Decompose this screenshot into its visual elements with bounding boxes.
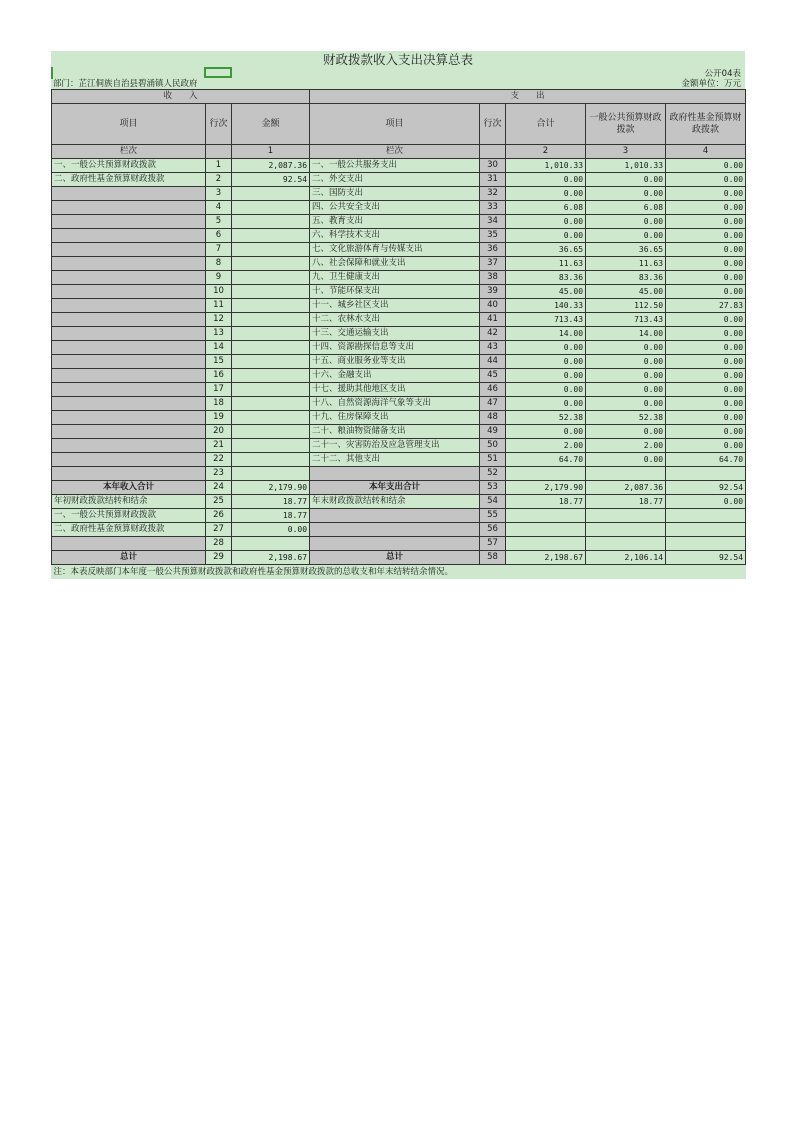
expense-item[interactable]: 二十二、其他支出: [310, 453, 480, 467]
income-item[interactable]: 本年收入合计: [52, 481, 206, 495]
expense-general[interactable]: 45.00: [586, 285, 666, 299]
table-row: [52, 243, 746, 257]
expense-item[interactable]: [310, 537, 480, 551]
table-row: [52, 411, 746, 425]
expense-fund[interactable]: 0.00: [666, 285, 746, 299]
expense-row-no[interactable]: 46: [480, 383, 506, 397]
expense-general[interactable]: 0.00: [586, 425, 666, 439]
income-item[interactable]: [52, 411, 206, 425]
meta-row: [51, 79, 745, 89]
expense-total[interactable]: 0.00: [506, 425, 586, 439]
expense-general[interactable]: 1,010.33: [586, 159, 666, 173]
income-row-no[interactable]: 19: [206, 411, 232, 425]
expense-total[interactable]: 140.33: [506, 299, 586, 313]
income-item[interactable]: [52, 201, 206, 215]
income-row-no[interactable]: 7: [206, 243, 232, 257]
income-amount[interactable]: 18.77: [232, 495, 310, 509]
expense-total[interactable]: 2.00: [506, 439, 586, 453]
income-row-no[interactable]: 8: [206, 257, 232, 271]
expense-general[interactable]: 0.00: [586, 341, 666, 355]
expense-row-no[interactable]: 56: [480, 523, 506, 537]
col-num-3: 3: [586, 145, 666, 159]
column-number-row: [52, 145, 746, 159]
expense-row-no[interactable]: 54: [480, 495, 506, 509]
income-row-no[interactable]: 16: [206, 369, 232, 383]
title-row: [51, 51, 745, 69]
income-amount[interactable]: 18.77: [232, 509, 310, 523]
expense-general[interactable]: 0.00: [586, 173, 666, 187]
page-title: 财政拨款收入支出决算总表: [322, 52, 473, 67]
income-row-no[interactable]: 28: [206, 537, 232, 551]
expense-total[interactable]: 36.65: [506, 243, 586, 257]
income-row-no[interactable]: 27: [206, 523, 232, 537]
income-item[interactable]: [52, 313, 206, 327]
income-row-no[interactable]: 22: [206, 453, 232, 467]
income-amount[interactable]: [232, 299, 310, 313]
header-amount: 金额: [232, 104, 310, 145]
expense-item[interactable]: 三、国防支出: [310, 187, 480, 201]
income-row-no[interactable]: 4: [206, 201, 232, 215]
table-row: [52, 551, 746, 565]
income-item[interactable]: [52, 257, 206, 271]
income-amount[interactable]: [232, 341, 310, 355]
income-amount[interactable]: 2,087.36: [232, 159, 310, 173]
income-amount[interactable]: [232, 187, 310, 201]
expense-row-no[interactable]: 41: [480, 313, 506, 327]
income-section-header: 收 入: [52, 90, 310, 104]
table-row: [52, 509, 746, 523]
expense-total[interactable]: [506, 523, 586, 537]
expense-row-no[interactable]: 53: [480, 481, 506, 495]
expense-general[interactable]: 36.65: [586, 243, 666, 257]
income-row-no[interactable]: 6: [206, 229, 232, 243]
table-row: [52, 355, 746, 369]
expense-fund[interactable]: 0.00: [666, 159, 746, 173]
expense-row-no[interactable]: 45: [480, 369, 506, 383]
expense-row-no[interactable]: 39: [480, 285, 506, 299]
expense-item[interactable]: 二、外交支出: [310, 173, 480, 187]
income-amount[interactable]: [232, 201, 310, 215]
expense-item[interactable]: 六、科学技术支出: [310, 229, 480, 243]
table-row: [52, 523, 746, 537]
form-code: 公开04表: [704, 69, 741, 79]
income-row-no[interactable]: 29: [206, 551, 232, 565]
income-amount[interactable]: 0.00: [232, 523, 310, 537]
unit-label: 金额单位：万元: [681, 79, 741, 89]
table-row: [52, 187, 746, 201]
income-amount[interactable]: [232, 229, 310, 243]
table-row: [52, 327, 746, 341]
table-row: [52, 467, 746, 481]
expense-item[interactable]: 总计: [310, 551, 480, 565]
expense-fund[interactable]: 0.00: [666, 495, 746, 509]
header-total: 合计: [506, 104, 586, 145]
income-amount[interactable]: [232, 215, 310, 229]
income-row-no[interactable]: 20: [206, 425, 232, 439]
income-row-no[interactable]: 14: [206, 341, 232, 355]
department-label: 部门：芷江侗族自治县碧涌镇人民政府: [53, 79, 198, 89]
income-amount[interactable]: [232, 537, 310, 551]
expense-general[interactable]: 0.00: [586, 187, 666, 201]
table-row: [52, 299, 746, 313]
expense-total[interactable]: 0.00: [506, 397, 586, 411]
expense-item[interactable]: 一、一般公共服务支出: [310, 159, 480, 173]
income-row-no[interactable]: 12: [206, 313, 232, 327]
expense-item[interactable]: 二十、粮油物资储备支出: [310, 425, 480, 439]
expense-general[interactable]: 0.00: [586, 355, 666, 369]
expense-fund[interactable]: 0.00: [666, 187, 746, 201]
expense-fund[interactable]: 0.00: [666, 425, 746, 439]
income-amount[interactable]: [232, 313, 310, 327]
income-amount[interactable]: [232, 397, 310, 411]
expense-total[interactable]: 1,010.33: [506, 159, 586, 173]
expense-row-no[interactable]: 40: [480, 299, 506, 313]
spreadsheet-sheet: [51, 51, 745, 579]
expense-total[interactable]: 713.43: [506, 313, 586, 327]
income-item[interactable]: [52, 453, 206, 467]
expense-general[interactable]: 0.00: [586, 397, 666, 411]
table-row: [52, 439, 746, 453]
expense-general[interactable]: 14.00: [586, 327, 666, 341]
expense-row-no[interactable]: 34: [480, 215, 506, 229]
expense-item[interactable]: 五、教育支出: [310, 215, 480, 229]
expense-row-no[interactable]: 42: [480, 327, 506, 341]
expense-row-no[interactable]: 37: [480, 257, 506, 271]
expense-fund[interactable]: 0.00: [666, 411, 746, 425]
expense-total[interactable]: 0.00: [506, 187, 586, 201]
income-row-no[interactable]: 15: [206, 355, 232, 369]
income-amount[interactable]: 2,179.90: [232, 481, 310, 495]
expense-fund[interactable]: 0.00: [666, 439, 746, 453]
header-row-no: 行次: [206, 104, 232, 145]
income-item[interactable]: [52, 383, 206, 397]
table-row: [52, 481, 746, 495]
col-label-2: 栏次: [310, 145, 480, 159]
expense-fund[interactable]: 0.00: [666, 355, 746, 369]
expense-fund[interactable]: 27.83: [666, 299, 746, 313]
expense-total[interactable]: 14.00: [506, 327, 586, 341]
expense-section-header: 支 出: [310, 90, 746, 104]
table-row: [52, 271, 746, 285]
expense-total[interactable]: 0.00: [506, 215, 586, 229]
expense-row-no[interactable]: 32: [480, 187, 506, 201]
expense-general[interactable]: [586, 467, 666, 481]
table-row: [52, 341, 746, 355]
income-row-no[interactable]: 13: [206, 327, 232, 341]
expense-general[interactable]: 0.00: [586, 215, 666, 229]
expense-row-no[interactable]: 57: [480, 537, 506, 551]
table-row: [52, 229, 746, 243]
expense-fund[interactable]: 0.00: [666, 341, 746, 355]
column-header-row: [52, 104, 746, 145]
expense-item[interactable]: 十六、金融支出: [310, 369, 480, 383]
income-item[interactable]: 年初财政拨款结转和结余: [52, 495, 206, 509]
expense-general[interactable]: 713.43: [586, 313, 666, 327]
table-row: [52, 285, 746, 299]
note-row: [52, 565, 746, 580]
expense-fund[interactable]: 0.00: [666, 369, 746, 383]
income-row-no[interactable]: 23: [206, 467, 232, 481]
expense-item[interactable]: 十八、自然资源海洋气象等支出: [310, 397, 480, 411]
table-row: [52, 453, 746, 467]
expense-row-no[interactable]: 55: [480, 509, 506, 523]
table-row: [52, 425, 746, 439]
expense-general[interactable]: 6.08: [586, 201, 666, 215]
expense-item[interactable]: 十七、援助其他地区支出: [310, 383, 480, 397]
income-item[interactable]: 总计: [52, 551, 206, 565]
expense-fund[interactable]: 0.00: [666, 229, 746, 243]
expense-item[interactable]: 十二、农林水支出: [310, 313, 480, 327]
expense-total[interactable]: 64.70: [506, 453, 586, 467]
section-row: [52, 90, 746, 104]
expense-general[interactable]: 52.38: [586, 411, 666, 425]
expense-row-no[interactable]: 43: [480, 341, 506, 355]
expense-total[interactable]: [506, 509, 586, 523]
expense-fund[interactable]: [666, 509, 746, 523]
expense-general[interactable]: 83.36: [586, 271, 666, 285]
expense-row-no[interactable]: 30: [480, 159, 506, 173]
income-item[interactable]: [52, 467, 206, 481]
expense-total[interactable]: 83.36: [506, 271, 586, 285]
income-item[interactable]: 一、一般公共预算财政拨款: [52, 159, 206, 173]
expense-general[interactable]: 2,087.36: [586, 481, 666, 495]
expense-general[interactable]: 0.00: [586, 453, 666, 467]
expense-item[interactable]: 四、公共安全支出: [310, 201, 480, 215]
expense-total[interactable]: 18.77: [506, 495, 586, 509]
income-item[interactable]: 二、政府性基金预算财政拨款: [52, 173, 206, 187]
expense-total[interactable]: [506, 537, 586, 551]
expense-row-no[interactable]: 36: [480, 243, 506, 257]
table-row: [52, 397, 746, 411]
expense-fund[interactable]: 0.00: [666, 173, 746, 187]
expense-general[interactable]: [586, 509, 666, 523]
income-item[interactable]: [52, 341, 206, 355]
income-item[interactable]: [52, 215, 206, 229]
form-code-row: [51, 69, 745, 79]
income-item[interactable]: [52, 327, 206, 341]
header-item-2: 项目: [310, 104, 480, 145]
expense-total[interactable]: 52.38: [506, 411, 586, 425]
income-amount[interactable]: [232, 439, 310, 453]
expense-general[interactable]: 0.00: [586, 383, 666, 397]
table-row: [52, 537, 746, 551]
income-row-no[interactable]: 3: [206, 187, 232, 201]
table-row: [52, 383, 746, 397]
col-blank-2: [480, 145, 506, 159]
expense-item[interactable]: 九、卫生健康支出: [310, 271, 480, 285]
expense-row-no[interactable]: 35: [480, 229, 506, 243]
header-item: 项目: [52, 104, 206, 145]
income-amount[interactable]: [232, 453, 310, 467]
expense-total[interactable]: [506, 467, 586, 481]
expense-fund[interactable]: 0.00: [666, 201, 746, 215]
table-row: [52, 173, 746, 187]
income-row-no[interactable]: 21: [206, 439, 232, 453]
expense-fund[interactable]: 0.00: [666, 271, 746, 285]
income-amount[interactable]: 2,198.67: [232, 551, 310, 565]
finance-table: [51, 89, 746, 579]
expense-item[interactable]: 七、文化旅游体育与传媒支出: [310, 243, 480, 257]
expense-row-no[interactable]: 33: [480, 201, 506, 215]
expense-fund[interactable]: 0.00: [666, 313, 746, 327]
income-row-no[interactable]: 9: [206, 271, 232, 285]
header-general: 一般公共预算财政拨款: [586, 104, 666, 145]
expense-general[interactable]: 2,106.14: [586, 551, 666, 565]
col-num-4: 4: [666, 145, 746, 159]
expense-total[interactable]: 0.00: [506, 341, 586, 355]
income-row-no[interactable]: 26: [206, 509, 232, 523]
income-amount[interactable]: [232, 257, 310, 271]
expense-fund[interactable]: [666, 467, 746, 481]
income-item[interactable]: [52, 397, 206, 411]
expense-fund[interactable]: 0.00: [666, 397, 746, 411]
table-row: [52, 369, 746, 383]
income-item[interactable]: [52, 439, 206, 453]
expense-row-no[interactable]: 52: [480, 467, 506, 481]
income-item[interactable]: 二、政府性基金预算财政拨款: [52, 523, 206, 537]
expense-row-no[interactable]: 51: [480, 453, 506, 467]
expense-total[interactable]: 11.63: [506, 257, 586, 271]
table-row: [52, 313, 746, 327]
expense-row-no[interactable]: 31: [480, 173, 506, 187]
expense-total[interactable]: 2,198.67: [506, 551, 586, 565]
income-amount[interactable]: [232, 383, 310, 397]
income-amount[interactable]: [232, 425, 310, 439]
income-amount[interactable]: [232, 355, 310, 369]
income-item[interactable]: [52, 229, 206, 243]
col-blank: [206, 145, 232, 159]
income-item[interactable]: [52, 537, 206, 551]
table-row: [52, 257, 746, 271]
income-amount[interactable]: [232, 369, 310, 383]
table-row: [52, 159, 746, 173]
expense-item[interactable]: 十一、城乡社区支出: [310, 299, 480, 313]
expense-item[interactable]: 十三、交通运输支出: [310, 327, 480, 341]
expense-total[interactable]: 0.00: [506, 369, 586, 383]
income-row-no[interactable]: 24: [206, 481, 232, 495]
expense-row-no[interactable]: 58: [480, 551, 506, 565]
income-row-no[interactable]: 5: [206, 215, 232, 229]
table-note: 注：本表反映部门本年度一般公共预算财政拨款和政府性基金预算财政拨款的总收支和年末结转结余情况。: [52, 565, 746, 580]
expense-item[interactable]: [310, 523, 480, 537]
table-row: [52, 495, 746, 509]
expense-general[interactable]: 0.00: [586, 369, 666, 383]
table-body: [52, 159, 746, 565]
expense-general[interactable]: 18.77: [586, 495, 666, 509]
income-row-no[interactable]: 10: [206, 285, 232, 299]
expense-total[interactable]: 6.08: [506, 201, 586, 215]
income-row-no[interactable]: 17: [206, 383, 232, 397]
income-item[interactable]: [52, 425, 206, 439]
expense-fund[interactable]: 0.00: [666, 257, 746, 271]
income-amount[interactable]: [232, 467, 310, 481]
expense-item[interactable]: 十、节能环保支出: [310, 285, 480, 299]
expense-total[interactable]: 0.00: [506, 355, 586, 369]
expense-total[interactable]: 0.00: [506, 229, 586, 243]
expense-item[interactable]: 十九、住房保障支出: [310, 411, 480, 425]
expense-fund[interactable]: 64.70: [666, 453, 746, 467]
expense-fund[interactable]: [666, 523, 746, 537]
expense-row-no[interactable]: 38: [480, 271, 506, 285]
income-item[interactable]: [52, 187, 206, 201]
header-row-no-2: 行次: [480, 104, 506, 145]
expense-general[interactable]: 112.50: [586, 299, 666, 313]
expense-item[interactable]: 年末财政拨款结转和结余: [310, 495, 480, 509]
expense-total[interactable]: 0.00: [506, 173, 586, 187]
expense-fund[interactable]: 92.54: [666, 481, 746, 495]
income-amount[interactable]: [232, 411, 310, 425]
income-amount[interactable]: [232, 327, 310, 341]
table-row: [52, 201, 746, 215]
income-row-no[interactable]: 2: [206, 173, 232, 187]
income-item[interactable]: [52, 299, 206, 313]
expense-general[interactable]: [586, 523, 666, 537]
expense-row-no[interactable]: 44: [480, 355, 506, 369]
col-num-2: 2: [506, 145, 586, 159]
income-amount[interactable]: [232, 271, 310, 285]
table-row: [52, 215, 746, 229]
expense-row-no[interactable]: 49: [480, 425, 506, 439]
expense-row-no[interactable]: 48: [480, 411, 506, 425]
col-num-1: 1: [232, 145, 310, 159]
income-row-no[interactable]: 11: [206, 299, 232, 313]
col-label: 栏次: [52, 145, 206, 159]
expense-fund[interactable]: 0.00: [666, 243, 746, 257]
expense-fund[interactable]: 0.00: [666, 327, 746, 341]
income-item[interactable]: [52, 243, 206, 257]
income-amount[interactable]: [232, 285, 310, 299]
expense-item[interactable]: 本年支出合计: [310, 481, 480, 495]
income-row-no[interactable]: 18: [206, 397, 232, 411]
income-row-no[interactable]: 1: [206, 159, 232, 173]
income-item[interactable]: [52, 271, 206, 285]
expense-fund[interactable]: 0.00: [666, 215, 746, 229]
expense-item[interactable]: 二十一、灾害防治及应急管理支出: [310, 439, 480, 453]
expense-item[interactable]: 十四、资源勘探信息等支出: [310, 341, 480, 355]
expense-general[interactable]: [586, 537, 666, 551]
expense-general[interactable]: 0.00: [586, 229, 666, 243]
income-amount[interactable]: [232, 243, 310, 257]
expense-fund[interactable]: 0.00: [666, 383, 746, 397]
expense-item[interactable]: 十五、商业服务业等支出: [310, 355, 480, 369]
expense-total[interactable]: 45.00: [506, 285, 586, 299]
expense-general[interactable]: 2.00: [586, 439, 666, 453]
expense-row-no[interactable]: 47: [480, 397, 506, 411]
expense-fund[interactable]: [666, 537, 746, 551]
header-fund: 政府性基金预算财政拨款: [666, 104, 746, 145]
income-item[interactable]: [52, 285, 206, 299]
income-item[interactable]: 一、一般公共预算财政拨款: [52, 509, 206, 523]
expense-total[interactable]: 0.00: [506, 383, 586, 397]
income-item[interactable]: [52, 355, 206, 369]
expense-general[interactable]: 11.63: [586, 257, 666, 271]
income-item[interactable]: [52, 369, 206, 383]
expense-item[interactable]: [310, 509, 480, 523]
expense-fund[interactable]: 92.54: [666, 551, 746, 565]
income-row-no[interactable]: 25: [206, 495, 232, 509]
expense-item[interactable]: 八、社会保障和就业支出: [310, 257, 480, 271]
income-amount[interactable]: 92.54: [232, 173, 310, 187]
expense-row-no[interactable]: 50: [480, 439, 506, 453]
expense-total[interactable]: 2,179.90: [506, 481, 586, 495]
expense-item[interactable]: [310, 467, 480, 481]
